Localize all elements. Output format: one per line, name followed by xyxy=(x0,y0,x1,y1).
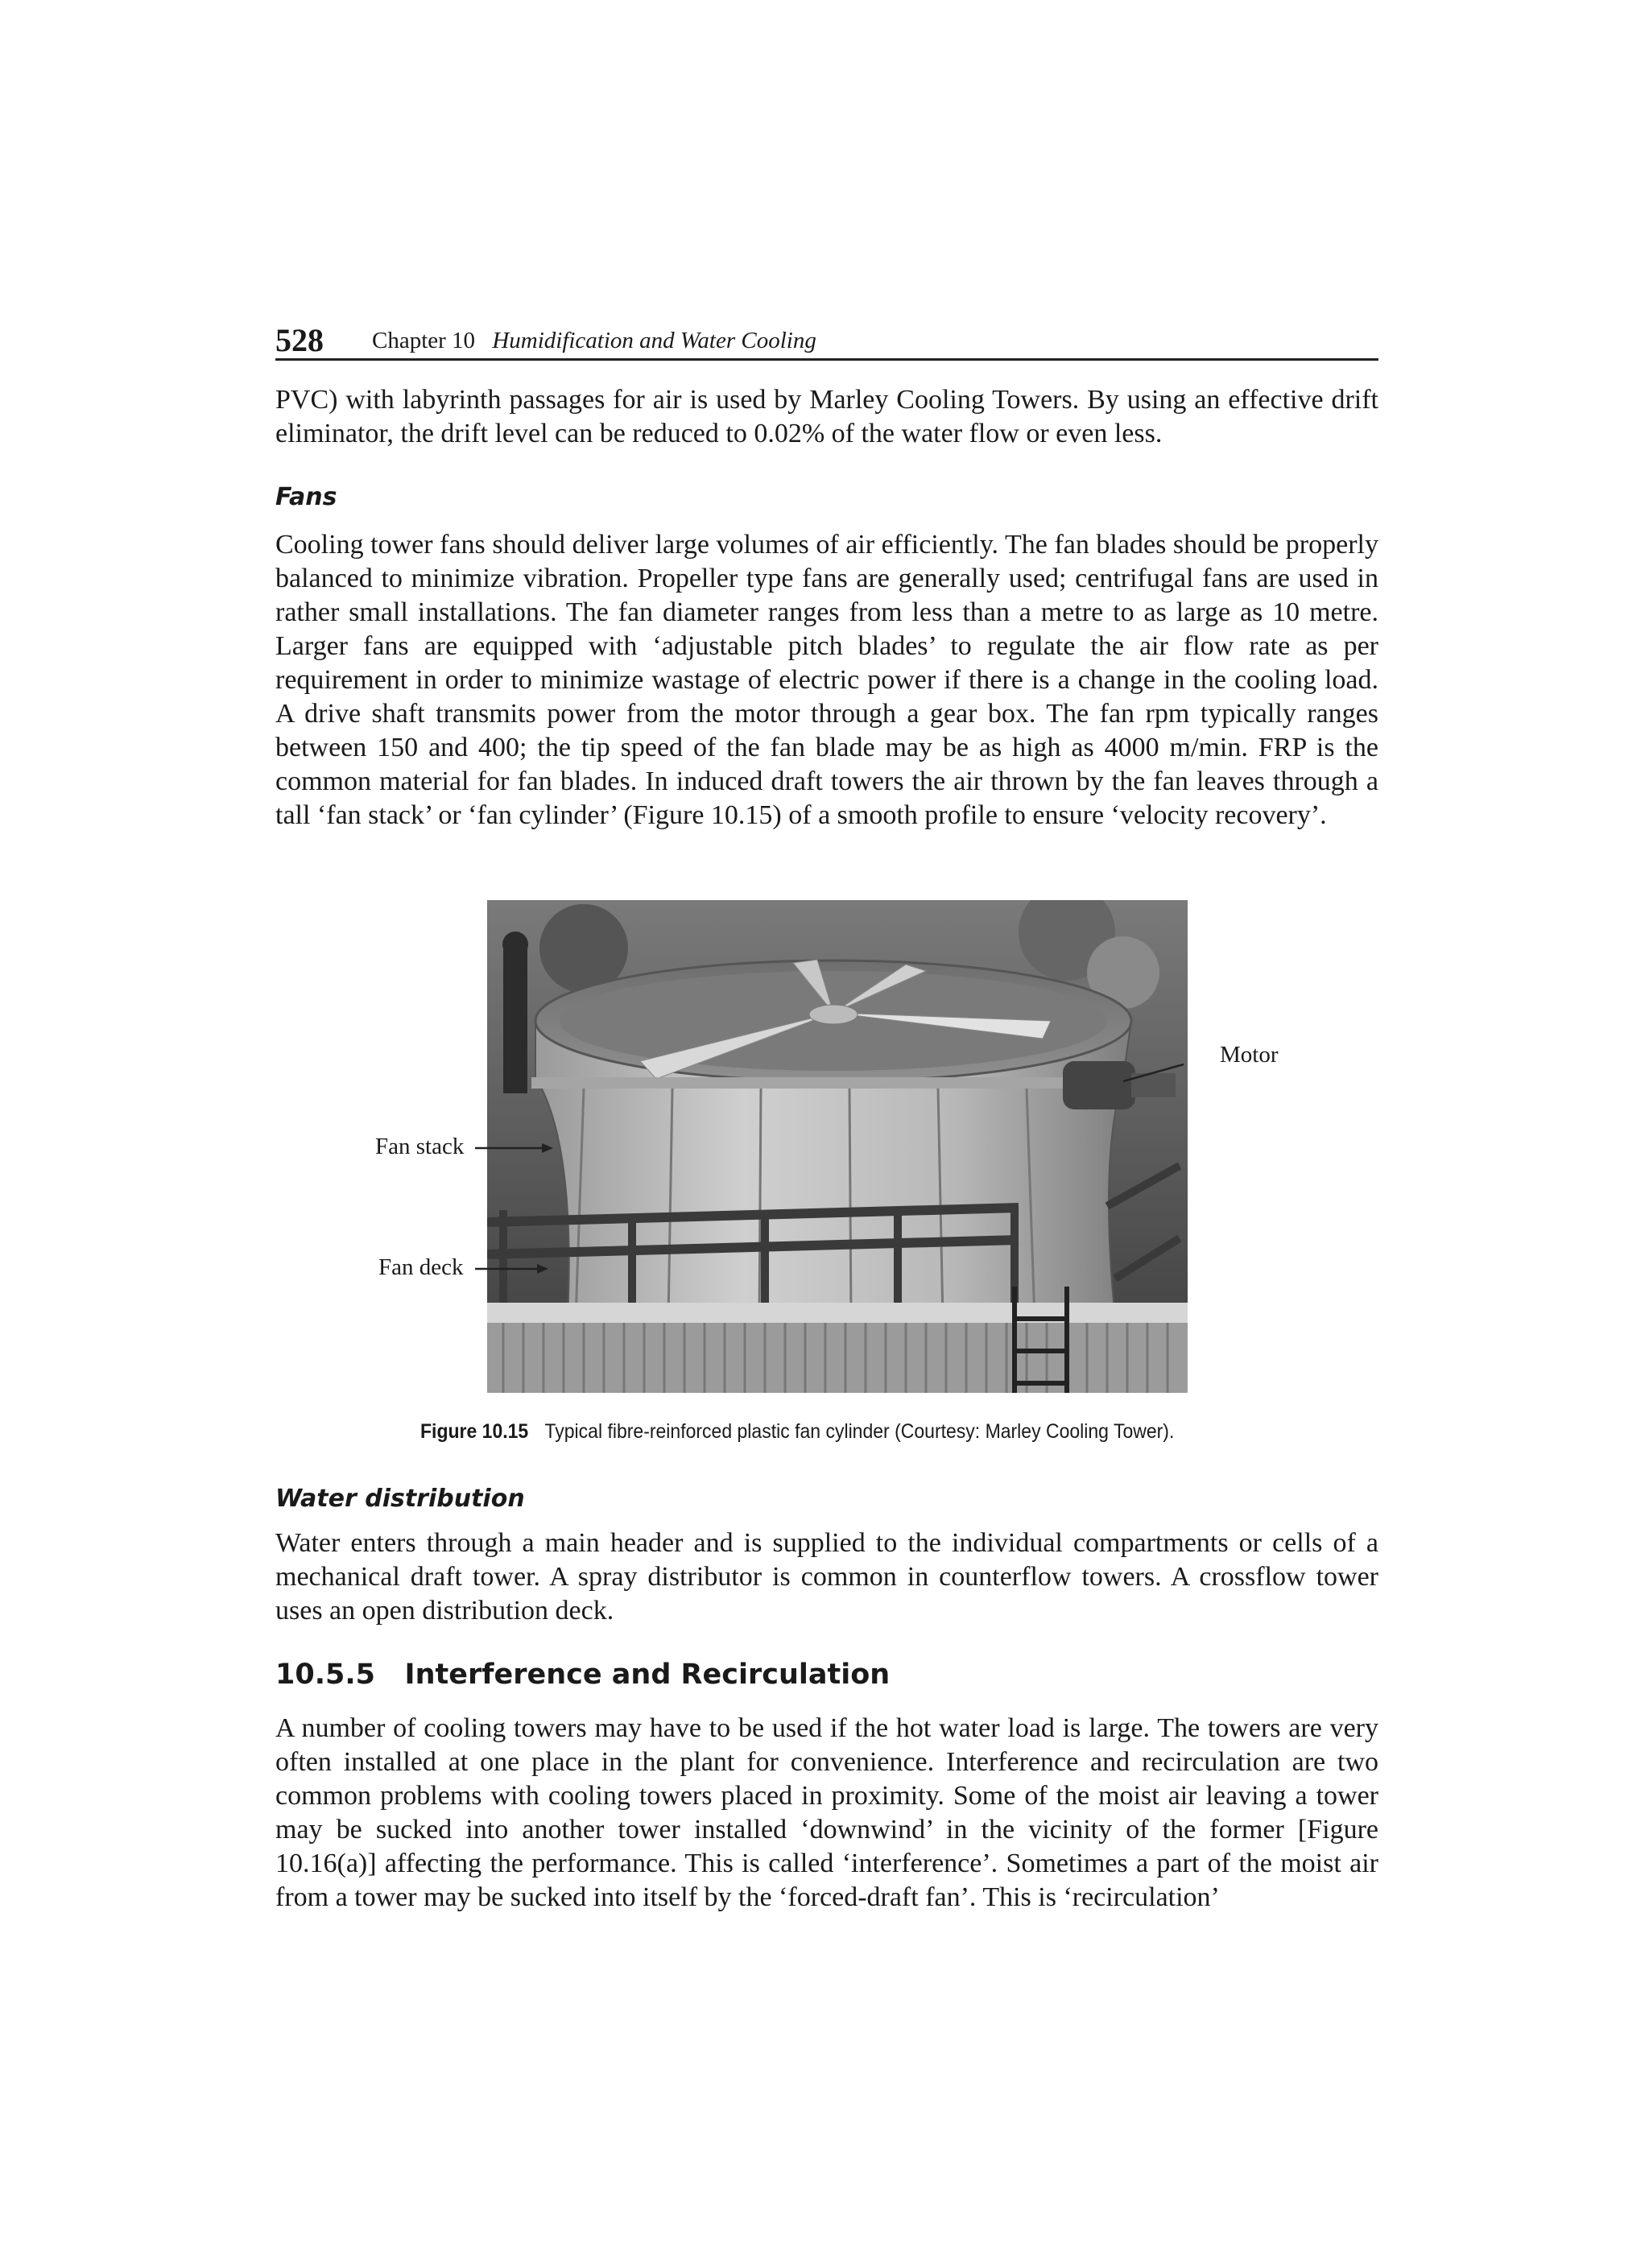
page-header xyxy=(275,318,1378,361)
heading-water-distribution: Water distribution xyxy=(275,1485,525,1513)
paragraph-fans: Cooling tower fans should deliver large volumes of air efficiently. The fan blades should be properly balanced to minimize vibration. Propeller type fans are generally used; centrifugal fans are used in rather small installations. The fan diameter ranges from less than a metre to as large as 10 metre. Larger fans are equipped with ‘adjustable pitch blades’ to regulate the air flow rate as per requirement in order to minimize wastage of electric power if there is a change in the cooling load. A drive shaft transmits power from the motor through a gear box. The fan rpm typically ranges between 150 and 400; the tip speed of the fan blade may be as high as 4000 m/min. FRP is the common material for fan blades. In induced draft towers the air thrown by the fan leaves through a tall ‘fan stack’ or ‘fan cylinder’ (Figure 10.15) of a smooth profile to ensure ‘velocity recovery’. xyxy=(275,530,1378,830)
page-number: 528 xyxy=(275,322,324,358)
motor-leader xyxy=(1123,1064,1184,1081)
paragraph-drift: PVC) with labyrinth passages for air is used by Marley Cooling Towers. By using an effective drift eliminator, the drift level can be reduced to 0.02% of the water flow or even less. xyxy=(275,385,1378,448)
label-motor: Motor xyxy=(1220,1042,1279,1068)
chapter-title: Humidification and Water Cooling xyxy=(492,328,816,353)
paragraph-interference: A number of cooling towers may have to be used if the hot water load is large. The towers are very often installed at one place in the plant for convenience. Interference and recirculation are two common problems with cooling towers placed in proximity. Some of the moist air leaving a tower may be sucked into another tower installed ‘downwind’ in the vicinity of the former [Figure 10.16(a)] affecting the performance. This is called ‘interference’. Sometimes a part of the moist air from a tower may be sucked into itself by the ‘forced-draft fan’. This is ‘recirculation’ xyxy=(275,1713,1378,1912)
figure-caption-text: Typical fibre-reinforced plastic fan cylinder (Courtesy: Marley Cooling Tower). xyxy=(544,1420,1175,1443)
heading-fans: Fans xyxy=(275,483,337,511)
figure-caption xyxy=(420,1420,1174,1444)
label-fan-stack: Fan stack xyxy=(375,1134,465,1159)
section-heading-interference: 10.5.5 Interference and Recirculation xyxy=(275,1659,891,1691)
chapter-label: Chapter 10 xyxy=(372,328,476,353)
running-head xyxy=(372,328,816,354)
paragraph-water-distribution: Water enters through a main header and is supplied to the individual compartments or cells of a mechanical draft tower. A spray distributor is common in counterflow towers. A crossflow tower uses an open distribution deck. xyxy=(275,1528,1378,1626)
leader-lines xyxy=(431,900,1244,1393)
figure-fan-cylinder xyxy=(487,900,1188,1393)
figure-number: Figure 10.15 xyxy=(420,1420,529,1443)
fan-deck-arrow xyxy=(537,1264,548,1274)
fan-stack-arrow xyxy=(542,1143,553,1153)
label-fan-deck: Fan deck xyxy=(378,1254,464,1280)
